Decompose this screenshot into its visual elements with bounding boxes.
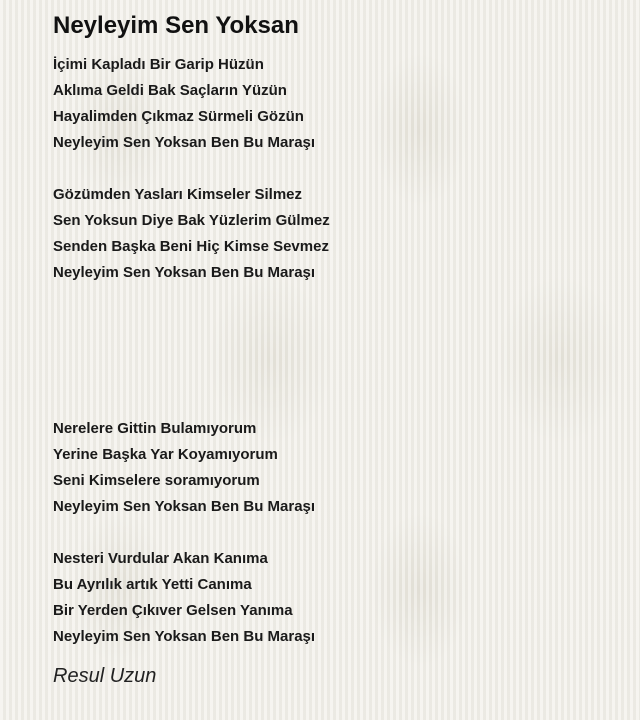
stanza-3 (53, 416, 620, 520)
stanza-1 (53, 52, 620, 156)
poem-line: Bu Ayrılık artık Yetti Canıma (53, 576, 252, 593)
poem-line: Gözümden Yasları Kimseler Silmez (53, 186, 302, 203)
poem-line: Neyleyim Sen Yoksan Ben Bu Maraşı (53, 264, 316, 281)
stanza-spacer (53, 286, 620, 416)
poem-container (53, 10, 620, 690)
poem-line: Neyleyim Sen Yoksan Ben Bu Maraşı (53, 628, 316, 645)
poem-title: Neyleyim Sen Yoksan (53, 12, 299, 39)
poem-line: Aklıma Geldi Bak Saçların Yüzün (53, 82, 287, 99)
poem-line: Sen Yoksun Diye Bak Yüzlerim Gülmez (53, 212, 330, 229)
poem-line: Yerine Başka Yar Koyamıyorum (53, 446, 278, 463)
poem-line: Senden Başka Beni Hiç Kimse Sevmez (53, 238, 329, 255)
poem-line: Hayalimden Çıkmaz Sürmeli Gözün (53, 108, 304, 125)
stanza-spacer (53, 520, 620, 546)
poem-line: Seni Kimselere soramıyorum (53, 472, 260, 489)
poem-line: İçimi Kapladı Bir Garip Hüzün (53, 56, 264, 73)
poem-line: Neyleyim Sen Yoksan Ben Bu Maraşı (53, 134, 316, 151)
stanza-2 (53, 182, 620, 286)
poem-line: Bir Yerden Çıkıver Gelsen Yanıma (53, 602, 293, 619)
poem-author: Resul Uzun (53, 665, 157, 687)
stanza-spacer (53, 156, 620, 182)
poem-line: Nerelere Gittin Bulamıyorum (53, 420, 257, 437)
poem-line: Neyleyim Sen Yoksan Ben Bu Maraşı (53, 498, 316, 515)
poem-line: Nesteri Vurdular Akan Kanıma (53, 550, 268, 567)
stanza-4 (53, 546, 620, 650)
